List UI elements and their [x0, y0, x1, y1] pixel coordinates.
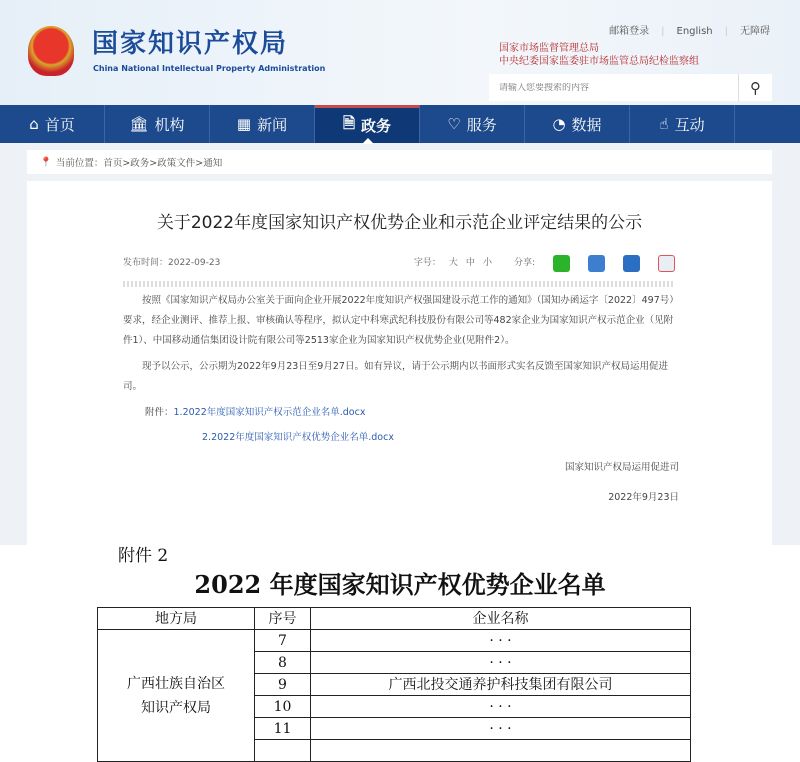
- article-card: [27, 181, 772, 545]
- paragraph: 现予以公示，公示期为2022年9月23日至9月27日。如有异议，请于公示期内以书面形式实名反馈至国家知识产权局运用促进司。: [123, 361, 668, 392]
- breadcrumb-text[interactable]: 当前位置：首页>政务>政策文件>通知: [55, 158, 223, 169]
- logo-subtitle: China National Intellectual Property Administration: [93, 64, 326, 73]
- logo-title[interactable]: 国家知识产权局: [92, 29, 289, 59]
- nav-data[interactable]: [525, 105, 630, 143]
- news-icon: ▦: [236, 115, 252, 133]
- sign-date: 2022年9月23日: [608, 492, 679, 503]
- nav-news[interactable]: [210, 105, 315, 143]
- publish-date: 发布时间：2022-09-23: [123, 258, 221, 268]
- location-pin-icon: 📍: [40, 156, 52, 168]
- article-body: [123, 291, 679, 508]
- nav-label: 服务: [466, 115, 497, 134]
- article-title: 关于2022年度国家知识产权优势企业和示范企业评定结果的公示: [156, 213, 643, 233]
- serial-cell: 11: [255, 718, 311, 740]
- attachment-label: 附件：: [145, 407, 174, 418]
- divider: [123, 281, 675, 287]
- org-link-discipline[interactable]: 中央纪委国家监委驻市场监管总局纪检监察组: [499, 56, 699, 67]
- article-meta: [123, 255, 675, 272]
- home-icon: ⌂: [29, 115, 39, 133]
- name-cell: · · ·: [311, 696, 691, 718]
- pie-chart-icon: ◔: [552, 115, 566, 133]
- column-header: 地方局: [98, 608, 255, 630]
- attachment-link-2[interactable]: 2.2022年度国家知识产权优势企业名单.docx: [202, 432, 394, 443]
- english-link[interactable]: English: [676, 26, 713, 37]
- search-input[interactable]: [489, 83, 738, 93]
- name-cell: [311, 740, 691, 762]
- paragraph: 按照《国家知识产权局办公室关于面向企业开展2022年度知识产权强国建设示范工作的通知》（国知办函运字〔2022〕497号）要求，经企业测评、推荐上报、审核确认等程序，拟认定中科寒武纪科技股份有限公司等482家企业为国家知识产权示范企业（见附件1）、中国移动通信集团设计院有限公司等2513家企业为国家知识产权优势企业(见附件2）。: [123, 295, 679, 346]
- font-medium[interactable]: 中: [465, 258, 475, 268]
- nav-services[interactable]: [420, 105, 525, 143]
- nav-government-affairs[interactable]: [315, 105, 420, 143]
- attachment-document: [0, 545, 800, 742]
- mail-login-link[interactable]: 邮箱登录: [609, 26, 650, 37]
- font-large[interactable]: 大: [448, 258, 458, 268]
- nav-label: 互动: [674, 115, 705, 134]
- table-header-row: [98, 608, 691, 630]
- table-row: [98, 630, 691, 652]
- serial-cell: 8: [255, 652, 311, 674]
- divider: |: [724, 26, 728, 37]
- wechat-icon[interactable]: [553, 255, 570, 272]
- font-size-label: 字号：: [413, 258, 441, 268]
- hand-icon: ☝: [659, 115, 669, 133]
- qzone-icon[interactable]: [588, 255, 605, 272]
- serial-cell: 10: [255, 696, 311, 718]
- nav-interaction[interactable]: [630, 105, 735, 143]
- column-header: 企业名称: [311, 608, 691, 630]
- name-cell: · · ·: [311, 652, 691, 674]
- attachment-number: 附件 2: [118, 546, 169, 566]
- search-icon: ⚲: [750, 78, 761, 97]
- search-button[interactable]: [738, 74, 772, 101]
- weibo-icon[interactable]: [658, 255, 675, 272]
- site-header: [0, 0, 800, 105]
- column-header: 序号: [255, 608, 311, 630]
- nav-home[interactable]: [0, 105, 105, 143]
- breadcrumb: [27, 150, 772, 174]
- nav-institution[interactable]: [105, 105, 210, 143]
- accessibility-link[interactable]: 无障碍: [740, 26, 770, 37]
- document-icon: 🗎: [342, 114, 356, 132]
- serial-cell: [255, 740, 311, 762]
- name-cell: 广西北投交通养护科技集团有限公司: [311, 674, 691, 696]
- signer: 国家知识产权局运用促进司: [564, 462, 679, 473]
- serial-cell: 9: [255, 674, 311, 696]
- national-emblem-icon: [28, 26, 74, 76]
- nav-label: 政务: [361, 117, 392, 135]
- serial-cell: 7: [255, 630, 311, 652]
- heart-icon: ♡: [447, 115, 461, 133]
- nav-label: 机构: [154, 115, 185, 134]
- font-small[interactable]: 小: [482, 258, 492, 268]
- nav-label: 新闻: [257, 115, 288, 134]
- attachment-link-1[interactable]: 1.2022年度国家知识产权示范企业名单.docx: [173, 407, 366, 418]
- name-cell: · · ·: [311, 630, 691, 652]
- org-link-samr[interactable]: 国家市场监督管理总局: [499, 43, 599, 54]
- institution-icon: 🏛: [129, 115, 149, 133]
- enterprise-table: [97, 607, 691, 762]
- region-cell: 广西壮族自治区 知识产权局: [98, 630, 255, 762]
- nav-label: 首页: [44, 115, 75, 134]
- qq-icon[interactable]: [623, 255, 640, 272]
- search-box: [489, 74, 772, 101]
- divider: |: [661, 26, 665, 37]
- share-label: 分享:: [513, 258, 535, 268]
- document-title: 2022 年度国家知识产权优势企业名单: [194, 570, 606, 599]
- nav-label: 数据: [571, 115, 602, 134]
- name-cell: · · ·: [311, 718, 691, 740]
- main-nav: [0, 105, 800, 143]
